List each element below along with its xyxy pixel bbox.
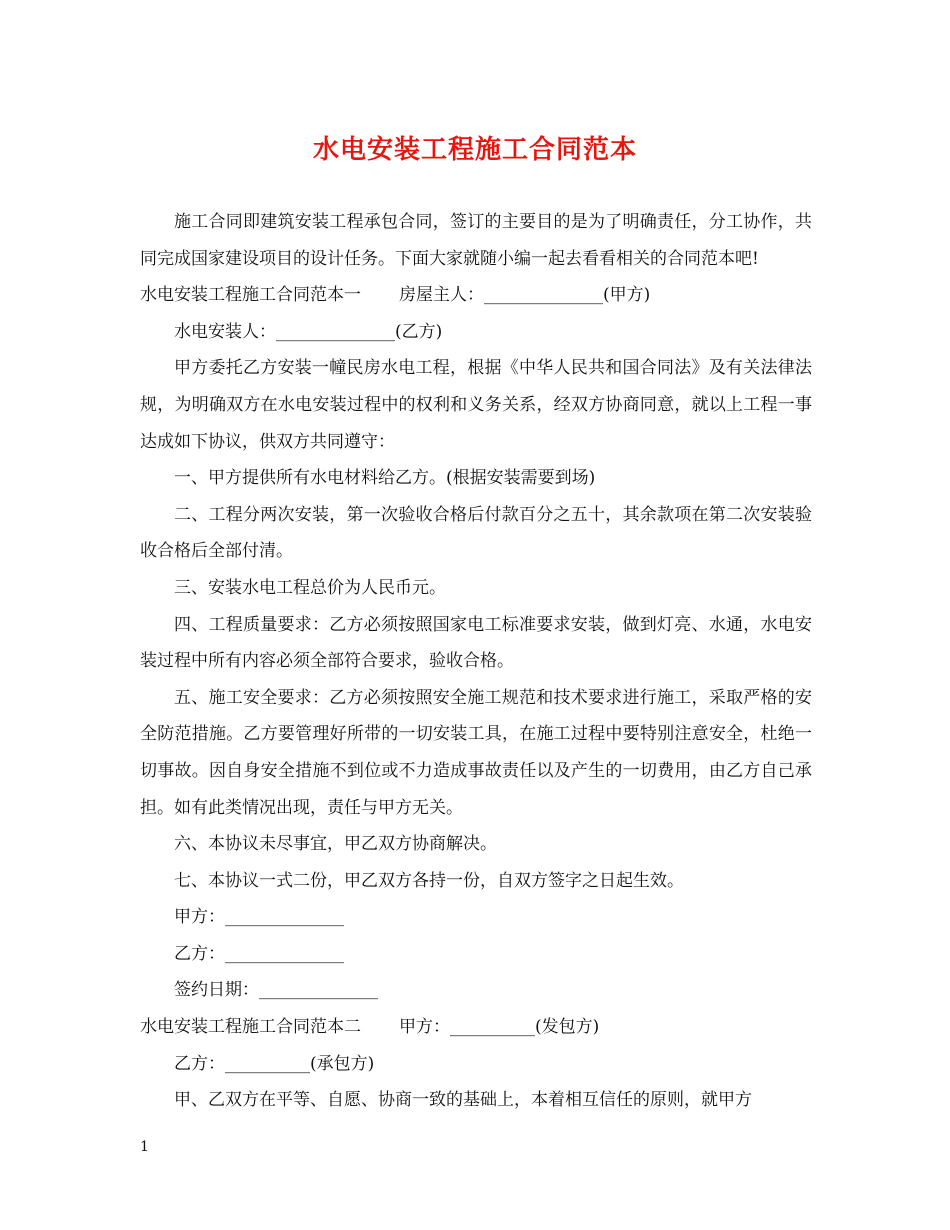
contract-preamble: 甲方委托乙方安装一幢民房水电工程，根据《中华人民共和国合同法》及有关法律法规，为明确双方在水电安装过程中的权利和义务关系，经双方协商同意，就以上工程一事达成如下协议，供双方共同遵守： bbox=[140, 358, 812, 452]
clause-seven: 七、本协议一式二份，甲乙双方各持一份，自双方签字之日起生效。 bbox=[174, 870, 684, 891]
signature-party-a: 甲方：______________ bbox=[174, 907, 344, 928]
clause-two: 二、工程分两次安装，第一次验收合格后付款百分之五十，其余款项在第二次安装验收合格后全部付清。 bbox=[140, 504, 812, 562]
owner-line: 房屋主人：______________(甲方) bbox=[399, 285, 651, 306]
signature-party-b: 乙方：______________ bbox=[174, 943, 344, 964]
document-title: 水电安装工程施工合同范本 bbox=[312, 135, 637, 165]
clause-one: 一、甲方提供所有水电材料给乙方。(根据安装需要到场) bbox=[174, 468, 596, 489]
section-one-heading: 水电安装工程施工合同范本一 bbox=[140, 285, 361, 306]
clause-five: 五、施工安全要求：乙方必须按照安全施工规范和技术要求进行施工，采取严格的安全防范措施。乙方要管理好所带的一切安装工具，在施工过程中要特别注意安全，杜绝一切事故。因自身安全措施不到位或不力造成事故责任以及产生的一切费用，由乙方自己承担。如有此类情况出现，责任与甲方无关。 bbox=[140, 687, 812, 818]
section-two-heading: 水电安装工程施工合同范本二 bbox=[140, 1017, 361, 1038]
section-one-heading-line bbox=[140, 277, 812, 314]
signing-date: 签约日期：______________ bbox=[174, 980, 378, 1001]
document-body bbox=[140, 204, 812, 1119]
party-a-contractor-line: 甲方：__________(发包方) bbox=[399, 1017, 600, 1038]
clause-six: 六、本协议未尽事宜，甲乙双方协商解决。 bbox=[174, 834, 497, 855]
installer-line: 水电安装人：______________(乙方) bbox=[174, 321, 443, 342]
clause-four: 四、工程质量要求：乙方必须按照国家电工标准要求安装，做到灯亮、水通，水电安装过程中所有内容必须全部符合要求，验收合格。 bbox=[140, 614, 812, 672]
agreement-preamble: 甲、乙双方在平等、自愿、协商一致的基础上，本着相互信任的原则，就甲方 bbox=[174, 1090, 752, 1111]
party-b-contractor-line: 乙方：__________(承包方) bbox=[174, 1053, 375, 1074]
section-two-heading-line bbox=[140, 1009, 812, 1046]
intro-paragraph: 施工合同即建筑安装工程承包合同，签订的主要目的是为了明确责任，分工协作，共同完成国家建设项目的设计任务。下面大家就随小编一起去看看相关的合同范本吧! bbox=[140, 212, 812, 269]
page-number: 1 bbox=[140, 1139, 149, 1155]
clause-three: 三、安装水电工程总价为人民币元。 bbox=[174, 577, 446, 598]
